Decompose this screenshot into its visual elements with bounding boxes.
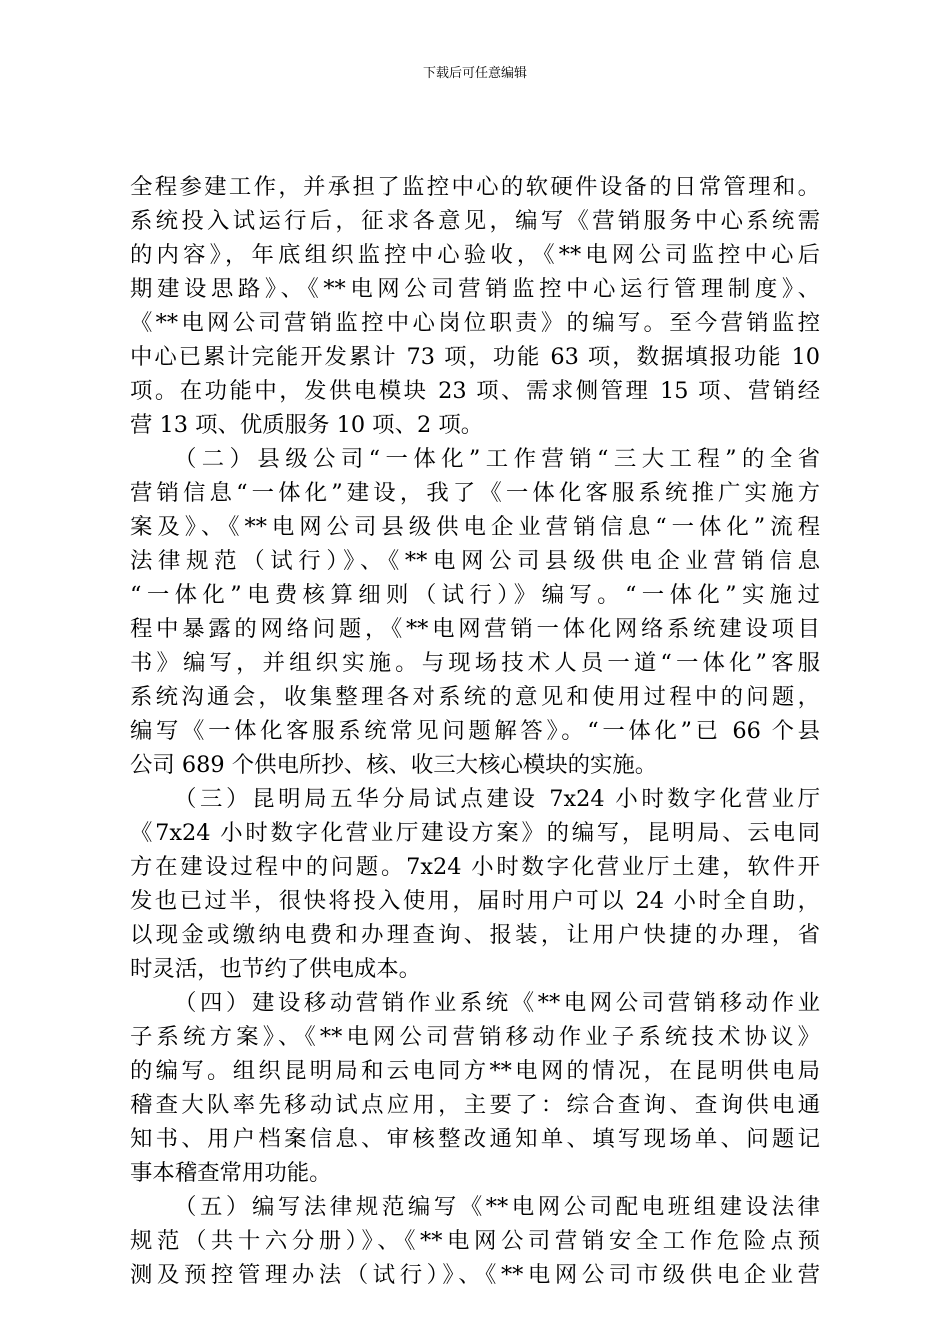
text-line: 规范（共十六分册）》、《**电网公司营销安全工作危险点预 <box>130 1228 820 1254</box>
text-line: 期建设思路》、《**电网公司营销监控中心运行管理制度》、 <box>130 276 820 302</box>
text-line: 法律规范（试行）》、《**电网公司县级供电企业营销信息 <box>130 548 820 574</box>
text-line: 程中暴露的网络问题，《**电网营销一体化网络系统建设项目 <box>130 616 820 642</box>
text-line: 发也已过半，很快将投入使用，届时用户可以 24 小时全自助， <box>130 888 820 914</box>
text-line: 营销信息“一体化”建设，我了《一体化客服系统推广实施方 <box>130 480 820 506</box>
text-line: 的内容》，年底组织监控中心验收，《**电网公司监控中心后 <box>130 242 820 268</box>
text-line: 知书、用户档案信息、审核整改通知单、填写现场单、问题记 <box>130 1126 820 1152</box>
text-line: 事本稽查常用功能。 <box>130 1160 332 1186</box>
text-line: （四）建设移动营销作业系统《**电网公司营销移动作业 <box>174 990 820 1016</box>
text-line: （三）昆明局五华分局试点建设 7x24 小时数字化营业厅 <box>174 786 820 812</box>
text-line: 《**电网公司营销监控中心岗位职责》的编写。至今营销监控 <box>130 310 820 336</box>
text-line: （五）编写法律规范编写《**电网公司配电班组建设法律 <box>174 1194 820 1220</box>
text-line: 中心已累计完能开发累计 73 项，功能 63 项，数据填报功能 10 <box>130 344 820 370</box>
text-line: 公司 689 个供电所抄、核、收三大核心模块的实施。 <box>130 752 658 778</box>
text-line: 方在建设过程中的问题。7x24 小时数字化营业厅土建，软件开 <box>130 854 820 880</box>
text-line: 测及预控管理办法（试行）》、《**电网公司市级供电企业营 <box>130 1262 820 1288</box>
text-line: 的编写。组织昆明局和云电同方**电网的情况，在昆明供电局 <box>130 1058 820 1084</box>
text-line: 以现金或缴纳电费和办理查询、报装，让用户快捷的办理，省 <box>130 922 820 948</box>
text-line: 项。在功能中，发供电模块 23 项、需求侧管理 15 项、营销经 <box>130 378 820 404</box>
text-line: 全程参建工作，并承担了监控中心的软硬件设备的日常管理和。 <box>130 174 820 200</box>
text-line: （二）县级公司“一体化”工作营销“三大工程”的全省 <box>174 446 820 472</box>
document-body <box>130 170 820 1292</box>
text-line: 系统投入试运行后，征求各意见，编写《营销服务中心系统需 <box>130 208 820 234</box>
text-line: 《7x24 小时数字化营业厅建设方案》的编写，昆明局、云电同 <box>130 820 820 846</box>
text-line: 书》编写，并组织实施。与现场技术人员一道“一体化”客服 <box>130 650 820 676</box>
text-line: 系统沟通会，收集整理各对系统的意见和使用过程中的问题， <box>130 684 820 710</box>
page-header: 下载后可任意编辑 <box>422 66 527 81</box>
text-line: 时灵活，也节约了供电成本。 <box>130 956 422 982</box>
text-line: 编写《一体化客服系统常见问题解答》。“一体化”已 66 个县 <box>130 718 820 744</box>
text-line: 营 13 项、优质服务 10 项、2 项。 <box>130 412 484 438</box>
text-line: 案及》、《**电网公司县级供电企业营销信息“一体化”流程 <box>130 514 820 540</box>
text-line: “一体化”电费核算细则（试行）》编写。“一体化”实施过 <box>130 582 820 608</box>
text-line: 子系统方案》、《**电网公司营销移动作业子系统技术协议》 <box>130 1024 820 1050</box>
text-line: 稽查大队率先移动试点应用，主要了：综合查询、查询供电通 <box>130 1092 820 1118</box>
